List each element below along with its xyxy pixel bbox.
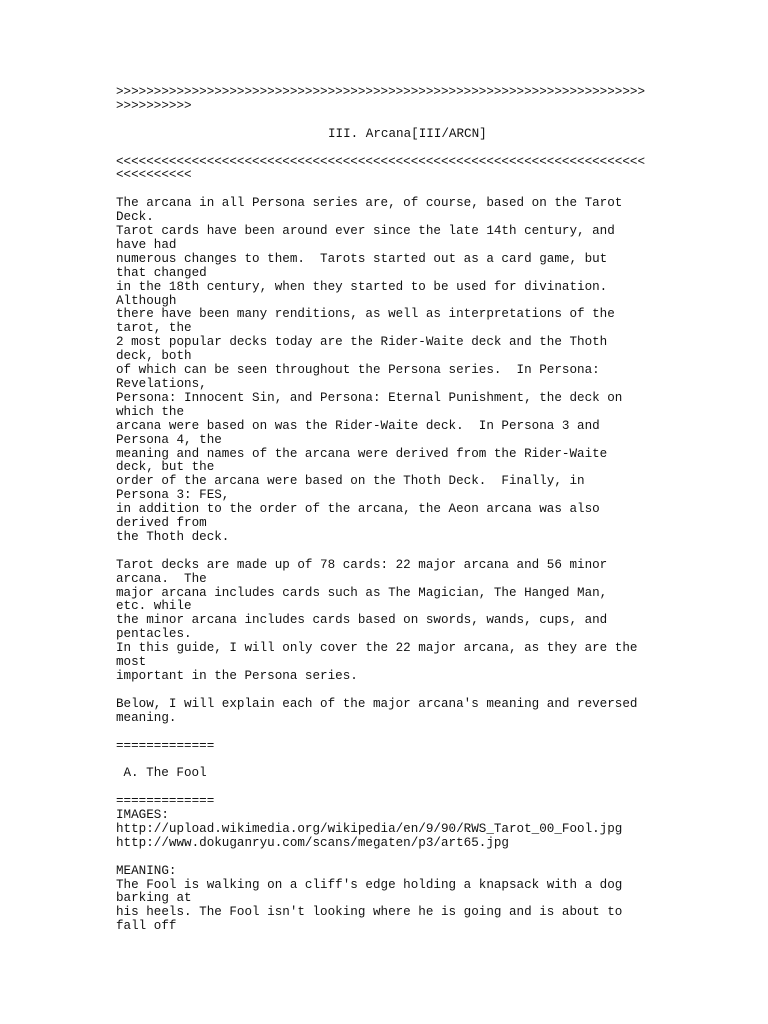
blank-line [116,684,656,698]
paragraph-line: arcana. The [116,571,207,586]
paragraph-line: major arcana includes cards such as The Magician, The Hanged Man, [116,585,608,600]
paragraph-line: Although [116,293,177,308]
paragraph-line: numerous changes to them. Tarots started out as a card game, but [116,251,608,266]
image-link-wikimedia: http://upload.wikimedia.org/wikipedia/en/9/90/RWS_Tarot_00_Fool.jpg [116,821,623,836]
paragraph-2 [116,559,656,684]
paragraph-line: Tarot cards have been around ever since the late 14th century, and [116,224,615,239]
meaning-line: fall off [116,919,177,934]
header-rule-bottom-line-1: <<<<<<<<<<<<<<<<<<<<<<<<<<<<<<<<<<<<<<<<<<<<<<<<<<<<<<<<<<<<<<<<<<<<<< [116,154,646,169]
blank-line [116,753,656,767]
paragraph-line: in the 18th century, when they started to be used for divination. [116,279,608,294]
meaning-line: barking at [116,891,192,906]
paragraph-line: arcana were based on was the Rider-Waite deck. In Persona 3 and [116,418,600,433]
subsection-title: A. The Fool [123,766,207,781]
blank-line [116,726,656,740]
paragraph-line: 2 most popular decks today are the Rider-Waite deck and the Thoth [116,335,608,350]
header-rule-top-line-2: >>>>>>>>>> [116,98,192,113]
document-body [116,86,656,934]
paragraph-line: meaning and names of the arcana were derived from the Rider-Waite [116,446,608,461]
paragraph-line: deck, both [116,349,192,364]
paragraph-line: of which can be seen throughout the Persona series. In Persona: [116,363,600,378]
images-label: IMAGES: [116,808,169,822]
paragraph-line: Persona 3: FES, [116,488,230,503]
paragraph-line: have had [116,237,177,252]
paragraph-line: the Thoth deck. [116,529,230,544]
paragraph-line: derived from [116,516,207,531]
blank-line [116,851,656,865]
paragraph-1 [116,197,656,545]
paragraph-line: deck, but the [116,460,215,475]
paragraph-line: In this guide, I will only cover the 22 major arcana, as they are the [116,641,638,656]
equals-rule-bottom: ============= [116,794,215,809]
paragraph-line: Below, I will explain each of the major arcana's meaning and reversed [116,696,638,711]
paragraph-line: The arcana in all Persona series are, of course, based on the Tarot [116,196,623,211]
meaning-line: The Fool is walking on a cliff's edge holding a knapsack with a dog [116,877,623,892]
paragraph-line: most [116,655,147,670]
paragraph-line: meaning. [116,710,177,725]
header-rule-top-line-1: >>>>>>>>>>>>>>>>>>>>>>>>>>>>>>>>>>>>>>>>>>>>>>>>>>>>>>>>>>>>>>>>>>>>>> [116,85,646,99]
blank-line [116,781,656,795]
image-link-dokuganryu: http://www.dokuganryu.com/scans/megaten/p3/art65.jpg [116,835,509,850]
paragraph-line: which the [116,404,185,419]
paragraph-line: Persona: Innocent Sin, and Persona: Eternal Punishment, the deck on [116,390,623,405]
paragraph-line: in addition to the order of the arcana, the Aeon arcana was also [116,502,600,517]
paragraph-line: tarot, the [116,321,192,336]
paragraph-line: pentacles. [116,627,192,642]
paragraph-3 [116,698,656,726]
blank-line [116,183,656,197]
section-title: III. Arcana[III/ARCN] [328,126,487,141]
paragraph-line: the minor arcana includes cards based on swords, wands, cups, and [116,613,608,628]
blank-line [116,114,656,128]
paragraph-line: important in the Persona series. [116,669,358,683]
paragraph-line: that changed [116,265,207,280]
paragraph-line: Revelations, [116,376,207,391]
paragraph-line: order of the arcana were based on the Thoth Deck. Finally, in [116,474,585,489]
paragraph-line: there have been many renditions, as well as interpretations of the [116,307,615,322]
paragraph-line: etc. while [116,599,192,614]
header-rule-bottom-line-2: <<<<<<<<<< [116,168,192,183]
paragraph-line: Tarot decks are made up of 78 cards: 22 major arcana and 56 minor [116,557,608,572]
blank-line [116,142,656,156]
meaning-line: his heels. The Fool isn't looking where he is going and is about to [116,905,623,920]
meaning-label: MEANING: [116,863,177,878]
blank-line [116,545,656,559]
paragraph-line: Persona 4, the [116,432,222,447]
paragraph-line: Deck. [116,210,154,225]
equals-rule-top: ============= [116,738,215,753]
